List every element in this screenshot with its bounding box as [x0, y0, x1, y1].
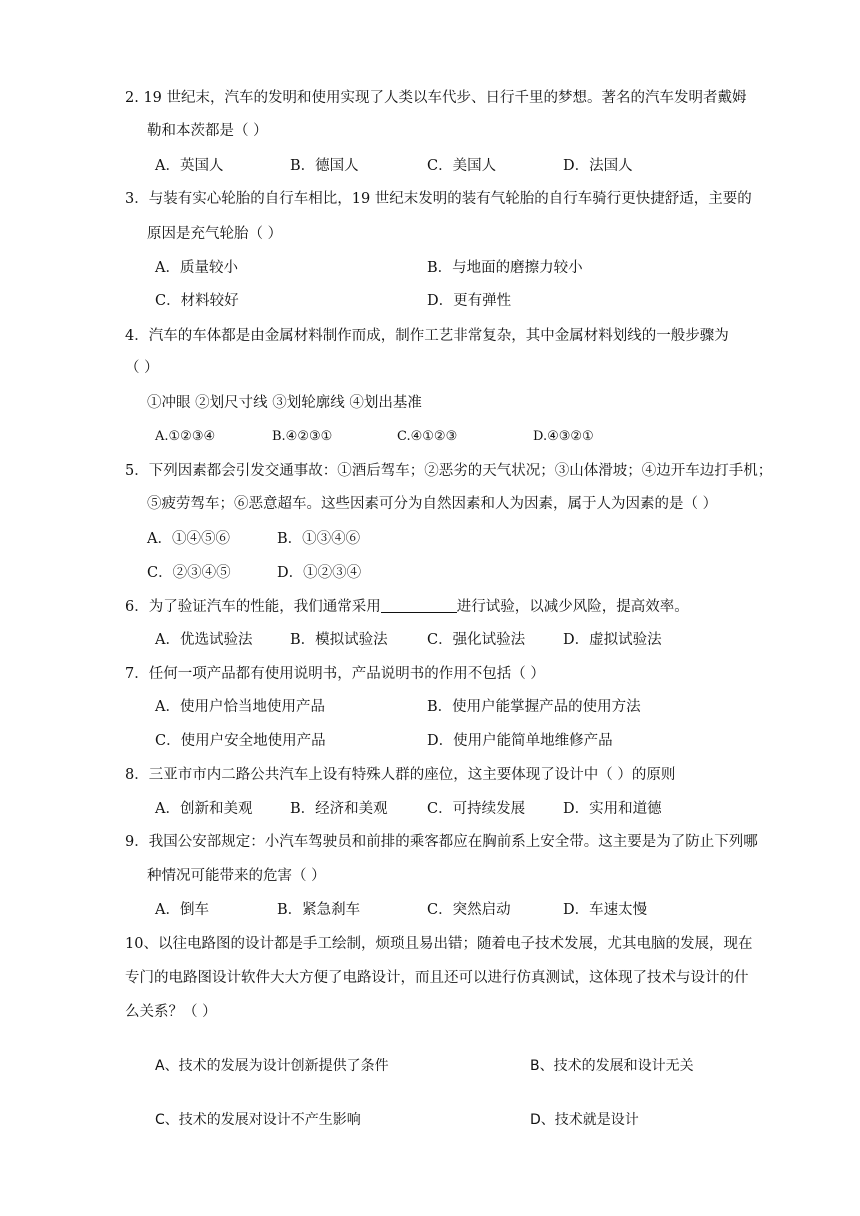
- question-9-option-a: A．倒车: [155, 902, 209, 918]
- question-10-option-b: B、技术的发展和设计无关: [530, 1058, 694, 1074]
- question-8-option-b: B．经济和美观: [290, 801, 388, 817]
- question-3-option-c: C．材料较好: [155, 293, 239, 309]
- question-3-line-2: 原因是充气轮胎（ ）: [147, 226, 283, 242]
- question-10-option-a: A、技术的发展为设计创新提供了条件: [155, 1058, 389, 1074]
- question-8-option-d: D．实用和道德: [563, 801, 662, 817]
- question-6-line-1: [125, 597, 689, 617]
- question-10-line-3: 么关系？（ ）: [125, 1004, 217, 1020]
- question-8-option-c: C．可持续发展: [427, 801, 526, 817]
- question-2-option-c: C．美国人: [427, 158, 497, 174]
- question-2-line-1: 2. 19 世纪末，汽车的发明和使用实现了人类以车代步、日行千里的梦想。著名的汽车发明者戴姆: [125, 90, 747, 106]
- question-6-suffix: 进行试验，以减少风险，提高效率。: [456, 599, 689, 615]
- question-3-option-b: B．与地面的磨擦力较小: [427, 260, 583, 276]
- question-2-option-b: B．德国人: [290, 158, 359, 174]
- question-4-option-b: B.④②③①: [272, 429, 333, 444]
- question-9-option-b: B．紧急刹车: [277, 902, 361, 918]
- question-9-option-c: C．突然启动: [427, 902, 511, 918]
- question-10-option-d: D、技术就是设计: [530, 1112, 639, 1128]
- question-5-line-2: ⑤疲劳驾车；⑥恶意超车。这些因素可分为自然因素和人为因素，属于人为因素的是（ ）: [147, 496, 718, 512]
- question-4-option-c: C.④①②③: [397, 429, 458, 444]
- question-6-prefix: 6．为了验证汽车的性能，我们通常采用: [125, 599, 381, 615]
- question-3-option-d: D．更有弹性: [427, 293, 512, 309]
- question-2-line-2: 勒和本茨都是（ ）: [147, 123, 268, 139]
- question-7-line-1: 7．任何一项产品都有使用说明书，产品说明书的作用不包括（ ）: [125, 666, 545, 682]
- question-7-option-b: B．使用户能掌握产品的使用方法: [427, 699, 641, 715]
- question-6-option-d: D．虚拟试验法: [563, 632, 662, 648]
- question-10-option-c: C、技术的发展对设计不产生影响: [155, 1112, 361, 1128]
- question-6-option-c: C．强化试验法: [427, 632, 526, 648]
- question-3-option-a: A．质量较小: [155, 260, 238, 276]
- question-4-option-a: A.①②③④: [155, 429, 216, 444]
- question-7-option-a: A．使用户恰当地使用产品: [155, 699, 325, 715]
- question-2-option-d: D．法国人: [563, 158, 633, 174]
- question-4-line-2: （ ）: [125, 360, 159, 376]
- question-9-line-2: 种情况可能带来的危害（ ）: [147, 868, 326, 884]
- question-8-option-a: A．创新和美观: [155, 801, 253, 817]
- question-10-line-2: 专门的电路图设计软件大大方便了电路设计，而且还可以进行仿真测试，这体现了技术与设计的什: [125, 970, 749, 986]
- question-3-line-1: 3．与装有实心轮胎的自行车相比，19 世纪末发明的装有气轮胎的自行车骑行更快捷舒适，主要的: [125, 191, 752, 207]
- question-6-option-a: A．优选试验法: [155, 632, 253, 648]
- question-5-option-a: A．①④⑤⑥: [147, 531, 230, 547]
- question-5-line-1: 5．下列因素都会引发交通事故：①酒后驾车；②恶劣的天气状况；③山体滑坡；④边开车边打手机；: [125, 463, 773, 479]
- question-5-option-b: B．①③④⑥: [277, 531, 361, 547]
- question-2-option-a: A．英国人: [155, 158, 224, 174]
- question-4-option-d: D.④③②①: [533, 429, 594, 444]
- question-7-option-c: C．使用户安全地使用产品: [155, 733, 326, 749]
- question-4-line-1: 4．汽车的车体都是由金属材料制作而成，制作工艺非常复杂，其中金属材料划线的一般步骤为: [125, 328, 729, 344]
- question-5-option-d: D．①②③④: [277, 565, 362, 581]
- question-7-option-d: D．使用户能简单地维修产品: [427, 733, 613, 749]
- question-8-line-1: 8．三亚市市内二路公共汽车上设有特殊人群的座位，这主要体现了设计中（ ）的原则: [125, 767, 676, 783]
- answer-blank: [381, 598, 457, 613]
- question-10-line-1: 10、以往电路图的设计都是手工绘制，烦琐且易出错；随着电子技术发展，尤其电脑的发展，现在: [125, 936, 753, 952]
- question-4-steps: ①冲眼 ②划尺寸线 ③划轮廓线 ④划出基准: [147, 395, 422, 411]
- question-9-line-1: 9．我国公安部规定：小汽车驾驶员和前排的乘客都应在胸前系上安全带。这主要是为了防止下列哪: [125, 834, 758, 850]
- question-9-option-d: D．车速太慢: [563, 902, 648, 918]
- question-6-option-b: B．模拟试验法: [290, 632, 388, 648]
- question-5-option-c: C．②③④⑤: [147, 565, 231, 581]
